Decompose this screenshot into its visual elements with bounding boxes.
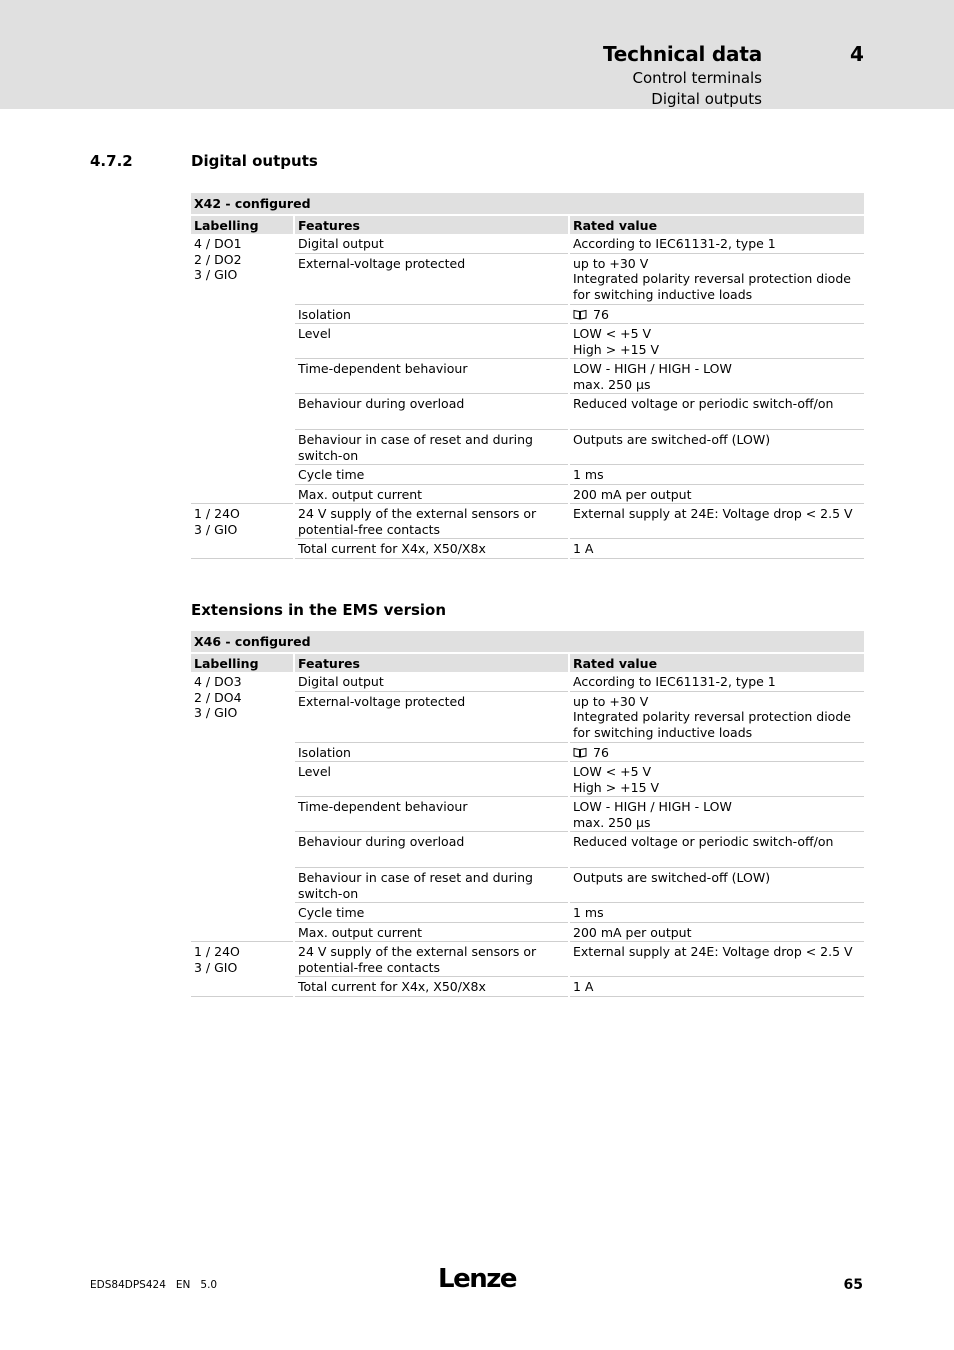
footer-document-id: EDS84DPS424 EN 5.0: [90, 1279, 218, 1291]
table-header-row: [191, 653, 864, 673]
value-cell: Reduced voltage or periodic switch-off/on: [569, 394, 864, 430]
value-cell: LOW < +5 V High > +15 V: [569, 324, 864, 359]
value-cell: Reduced voltage or periodic switch-off/on: [569, 832, 864, 868]
feature-cell: Isolation: [294, 304, 569, 324]
column-header-features: Features: [294, 215, 569, 235]
book-icon: [573, 309, 587, 320]
table-caption: X42 - configured: [191, 193, 864, 215]
value-cell: LOW - HIGH / HIGH - LOW max. 250 µs: [569, 359, 864, 394]
chapter-number: 4: [850, 42, 864, 66]
feature-cell: Behaviour in case of reset and during switch-on: [294, 868, 569, 903]
terminal-label-group: 1 / 24O 3 / GIO: [191, 942, 294, 997]
page-header-title: Technical data: [603, 42, 762, 66]
feature-cell: Time-dependent behaviour: [294, 359, 569, 394]
feature-cell: External-voltage protected: [294, 691, 569, 742]
terminal-label-group: 4 / DO1 2 / DO2 3 / GIO: [191, 234, 294, 504]
value-cell: 1 A: [569, 977, 864, 997]
table-header-row: [191, 215, 864, 235]
feature-cell: Max. output current: [294, 484, 569, 504]
feature-cell: External-voltage protected: [294, 253, 569, 304]
column-header-rated-value: Rated value: [569, 215, 864, 235]
value-cell: Outputs are switched-off (LOW): [569, 430, 864, 465]
table-caption-row: [191, 193, 864, 215]
page-reference: 76: [593, 744, 609, 760]
feature-cell: Max. output current: [294, 922, 569, 942]
value-cell: According to IEC61131-2, type 1: [569, 672, 864, 691]
value-cell: 1 ms: [569, 903, 864, 923]
feature-cell: Behaviour during overload: [294, 832, 569, 868]
value-cell: External supply at 24E: Voltage drop < 2.5 V: [569, 504, 864, 539]
feature-cell: Time-dependent behaviour: [294, 797, 569, 832]
value-cell: LOW < +5 V High > +15 V: [569, 762, 864, 797]
value-cell: 1 A: [569, 539, 864, 559]
section-title: Digital outputs: [191, 152, 318, 170]
feature-cell: Digital output: [294, 234, 569, 253]
value-cell: External supply at 24E: Voltage drop < 2.5 V: [569, 942, 864, 977]
table-row: [191, 942, 864, 977]
feature-cell: 24 V supply of the external sensors or potential-free contacts: [294, 504, 569, 539]
feature-cell: Cycle time: [294, 465, 569, 485]
table-row: [191, 672, 864, 691]
feature-cell: Cycle time: [294, 903, 569, 923]
table-row: [191, 504, 864, 539]
table-caption-row: [191, 631, 864, 653]
terminal-label-group: 1 / 24O 3 / GIO: [191, 504, 294, 559]
value-cell: up to +30 V Integrated polarity reversal protection diode for switching inductive loads: [569, 253, 864, 304]
table-row: [191, 234, 864, 253]
column-header-rated-value: Rated value: [569, 653, 864, 673]
header-subtitle-2: Digital outputs: [651, 90, 762, 108]
feature-cell: Behaviour during overload: [294, 394, 569, 430]
column-header-labelling: Labelling: [191, 653, 294, 673]
column-header-labelling: Labelling: [191, 215, 294, 235]
page-reference: 76: [593, 306, 609, 322]
feature-cell: 24 V supply of the external sensors or potential-free contacts: [294, 942, 569, 977]
x46-table: [191, 631, 864, 997]
value-cell: Outputs are switched-off (LOW): [569, 868, 864, 903]
header-band: [0, 0, 954, 109]
feature-cell: Behaviour in case of reset and during switch-on: [294, 430, 569, 465]
value-cell: 200 mA per output: [569, 484, 864, 504]
book-icon: [573, 747, 587, 758]
feature-cell: Level: [294, 324, 569, 359]
subsection-title: Extensions in the EMS version: [191, 601, 447, 619]
feature-cell: Digital output: [294, 672, 569, 691]
page-number: 65: [843, 1277, 863, 1293]
feature-cell: Total current for X4x, X50/X8x: [294, 977, 569, 997]
feature-cell: Isolation: [294, 742, 569, 762]
value-cell: 200 mA per output: [569, 922, 864, 942]
x42-table: [191, 193, 864, 559]
column-header-features: Features: [294, 653, 569, 673]
terminal-label-group: 4 / DO3 2 / DO4 3 / GIO: [191, 672, 294, 942]
section-number: 4.7.2: [90, 152, 133, 170]
value-cell: up to +30 V Integrated polarity reversal protection diode for switching inductive loads: [569, 691, 864, 742]
table-caption: X46 - configured: [191, 631, 864, 653]
value-cell: 1 ms: [569, 465, 864, 485]
feature-cell: Total current for X4x, X50/X8x: [294, 539, 569, 559]
header-subtitle-1: Control terminals: [632, 69, 762, 87]
value-cell: LOW - HIGH / HIGH - LOW max. 250 µs: [569, 797, 864, 832]
value-cell: [569, 742, 864, 762]
lenze-logo: Lenze: [438, 1264, 516, 1294]
value-cell: According to IEC61131-2, type 1: [569, 234, 864, 253]
feature-cell: Level: [294, 762, 569, 797]
value-cell: [569, 304, 864, 324]
